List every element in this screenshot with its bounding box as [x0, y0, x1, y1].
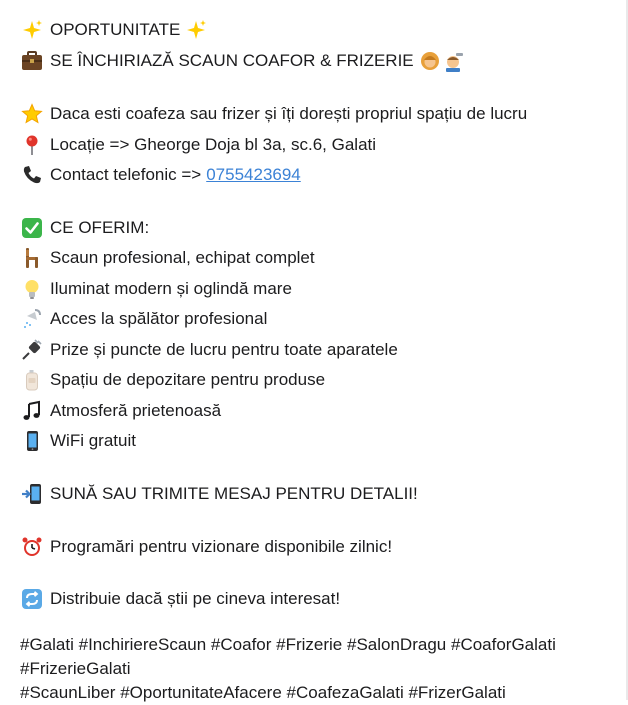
sparkles-icon	[185, 19, 207, 41]
electric-plug-icon	[20, 339, 44, 361]
offer-text: Iluminat modern și oglindă mare	[50, 279, 292, 298]
location-line	[20, 133, 376, 157]
alarm-clock-icon	[20, 536, 44, 558]
lightbulb-icon	[20, 278, 44, 300]
phone-number-link[interactable]: 0755423694	[206, 165, 301, 184]
hashtag[interactable]: #ScaunLiber	[20, 683, 116, 702]
location-text: Locație => Gheorge Doja bl 3a, sc.6, Galati	[50, 135, 377, 154]
offer-text: Scaun profesional, echipat complet	[50, 248, 315, 267]
hashtag[interactable]: #OportunitateAfacere	[120, 683, 282, 702]
headline-line	[20, 49, 464, 73]
shower-icon	[20, 308, 44, 330]
sparkles-icon	[20, 19, 44, 41]
telephone-receiver-icon	[20, 164, 44, 186]
offer-item	[20, 307, 267, 331]
hashtag[interactable]: #InchiriereScaun	[78, 635, 207, 654]
hashtag[interactable]: #Frizerie	[276, 635, 343, 654]
headline-text: SE ÎNCHIRIAZĂ SCAUN COAFOR & FRIZERIE	[50, 51, 414, 70]
intro-line	[20, 102, 527, 126]
hashtag[interactable]: #SalonDragu	[347, 635, 447, 654]
contact-line	[20, 163, 301, 187]
glowing-star-icon	[20, 103, 44, 125]
hashtag[interactable]: #FrizerGalati	[408, 683, 506, 702]
repeat-arrows-icon	[20, 588, 44, 610]
offer-item	[20, 399, 221, 423]
check-mark-button-icon	[20, 217, 44, 239]
call-to-action-text: SUNĂ SAU TRIMITE MESAJ PENTRU DETALII!	[50, 484, 418, 503]
contact-label: Contact telefonic =>	[50, 165, 202, 184]
round-pushpin-icon	[20, 134, 44, 156]
offer-item	[20, 246, 315, 270]
lotion-bottle-icon	[20, 369, 44, 391]
share-text: Distribuie dacă știi pe cineva interesat!	[50, 589, 341, 608]
hashtag[interactable]: #CoaforGalati	[450, 635, 556, 654]
offer-text: WiFi gratuit	[50, 431, 136, 450]
offer-item	[20, 277, 292, 301]
mobile-phone-icon	[20, 430, 44, 452]
hairdresser-icon	[419, 50, 441, 72]
offer-heading-line	[20, 216, 149, 240]
hashtag[interactable]: #CoafezaGalati	[286, 683, 404, 702]
post-title: OPORTUNITATE	[50, 20, 181, 39]
offer-text: Prize și puncte de lucru pentru toate aparatele	[50, 340, 398, 359]
offer-heading: CE OFERIM:	[50, 218, 150, 237]
briefcase-icon	[20, 50, 44, 72]
share-line	[20, 587, 340, 611]
hashtag[interactable]: #FrizerieGalati	[20, 659, 131, 678]
call-to-action-line	[20, 482, 418, 506]
offer-text: Spațiu de depozitare pentru produse	[50, 370, 326, 389]
hashtag[interactable]: #Galati	[20, 635, 74, 654]
intro-text: Daca esti coafeza sau frizer și îți dorești propriul spațiu de lucru	[50, 104, 528, 123]
offer-text: Acces la spălător profesional	[50, 309, 268, 328]
chair-icon	[20, 247, 44, 269]
offer-item	[20, 368, 325, 392]
offer-item	[20, 429, 136, 453]
title-line	[20, 18, 207, 42]
barber-icon	[442, 50, 464, 72]
hashtag[interactable]: #Coafor	[210, 635, 272, 654]
hashtag-list	[20, 633, 628, 705]
offer-text: Atmosferă prietenoasă	[50, 401, 222, 420]
offer-item	[20, 338, 398, 362]
music-note-icon	[20, 400, 44, 422]
schedule-line	[20, 535, 392, 559]
schedule-text: Programări pentru vizionare disponibile zilnic!	[50, 537, 393, 556]
mobile-phone-with-arrow-icon	[20, 483, 44, 505]
